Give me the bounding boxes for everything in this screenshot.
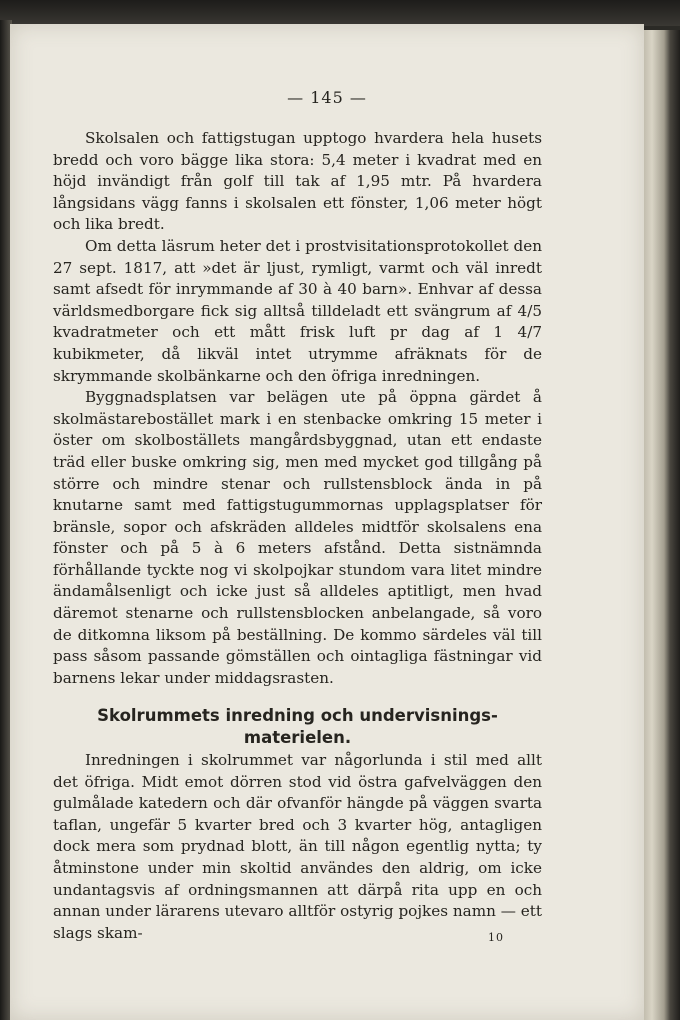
page-number: — 145 — (287, 88, 367, 107)
signature-mark: 10 (488, 931, 504, 944)
book-page (10, 24, 644, 1020)
book-page-edges (640, 30, 680, 1020)
paragraph-4: Inredningen i skolrummet var någorlunda i stil med allt det öfriga. Midt emot dörren stod vid östra gafvelväggen den gulmålade katedern och där ofvanför hängde på väggen svarta taflan, ungefär 5 kvarter bred och 3 kvarter hög, antagligen dock mera som prydnad blott, än till någon egentlig nytta; ty åtminstone under min skoltid användes den aldrig, om icke undantagsvis af ordningsmannen att därpå rita upp en och annan under lärarens utevaro alltför ostyrig pojkes namn — ett slags skam- (53, 751, 542, 942)
section-heading: Skolrummets inredning och undervisnings-materielen. (97, 706, 498, 747)
paragraph-3: Byggnadsplatsen var belägen ute på öppna gärdet å skolmästarebostället mark i en stenbacke omkring 15 meter i öster om skolboställets mangårdsbyggnad, utan ett endaste träd eller buske omkring sig, men med mycket god tillgång på större och mindre stenar och rullstensblock ända in på knutarne samt med fattigstugummornas upplagsplatser för bränsle, sopor och afskräden alldeles midtför skolsalens ena fönster och på 5 à 6 meters afstånd. Detta sistnämnda förhållande tyckte nog vi skolpojkar stundom vara litet mindre ändamålsenligt och icke just så alldeles aptitligt, men hvad däremot stenarne och rullstensblocken anbelangade, så voro de ditkomna liksom på beställning. De kommo särdeles väl till pass såsom passande gömställen och ointagliga fästningar vid barnens lekar under middagsrasten. (53, 388, 542, 687)
body-text-section-1 (53, 128, 542, 689)
body-text-section-2 (53, 750, 542, 944)
scan-background-top (0, 0, 680, 26)
paragraph-2: Om detta läsrum heter det i prostvisitationsprotokollet den 27 sept. 1817, att »det är ljust, rymligt, varmt och väl inredt samt afsedt för inrymmande af 30 à 40 barn». Enhvar af dessa världsmedborgare fick sig alltså tilldeladt ett svängrum af 4/5 kvadratmeter och ett mått frisk luft pr dag af 1 4/7 kubikmeter, då likväl intet utrymme afräknats för de skrymmande skolbänkarne och den öfriga inredningen. (53, 236, 542, 385)
paragraph-1: Skolsalen och fattigstugan upptogo hvardera hela husets bredd och voro bägge lika stora: 5,4 meter i kvadrat med en höjd invändigt från golf till tak af 1,95 mtr. På hvardera långsidans vägg fanns i skolsalen ett fönster, 1,06 meter högt och lika bredt. (53, 129, 542, 234)
